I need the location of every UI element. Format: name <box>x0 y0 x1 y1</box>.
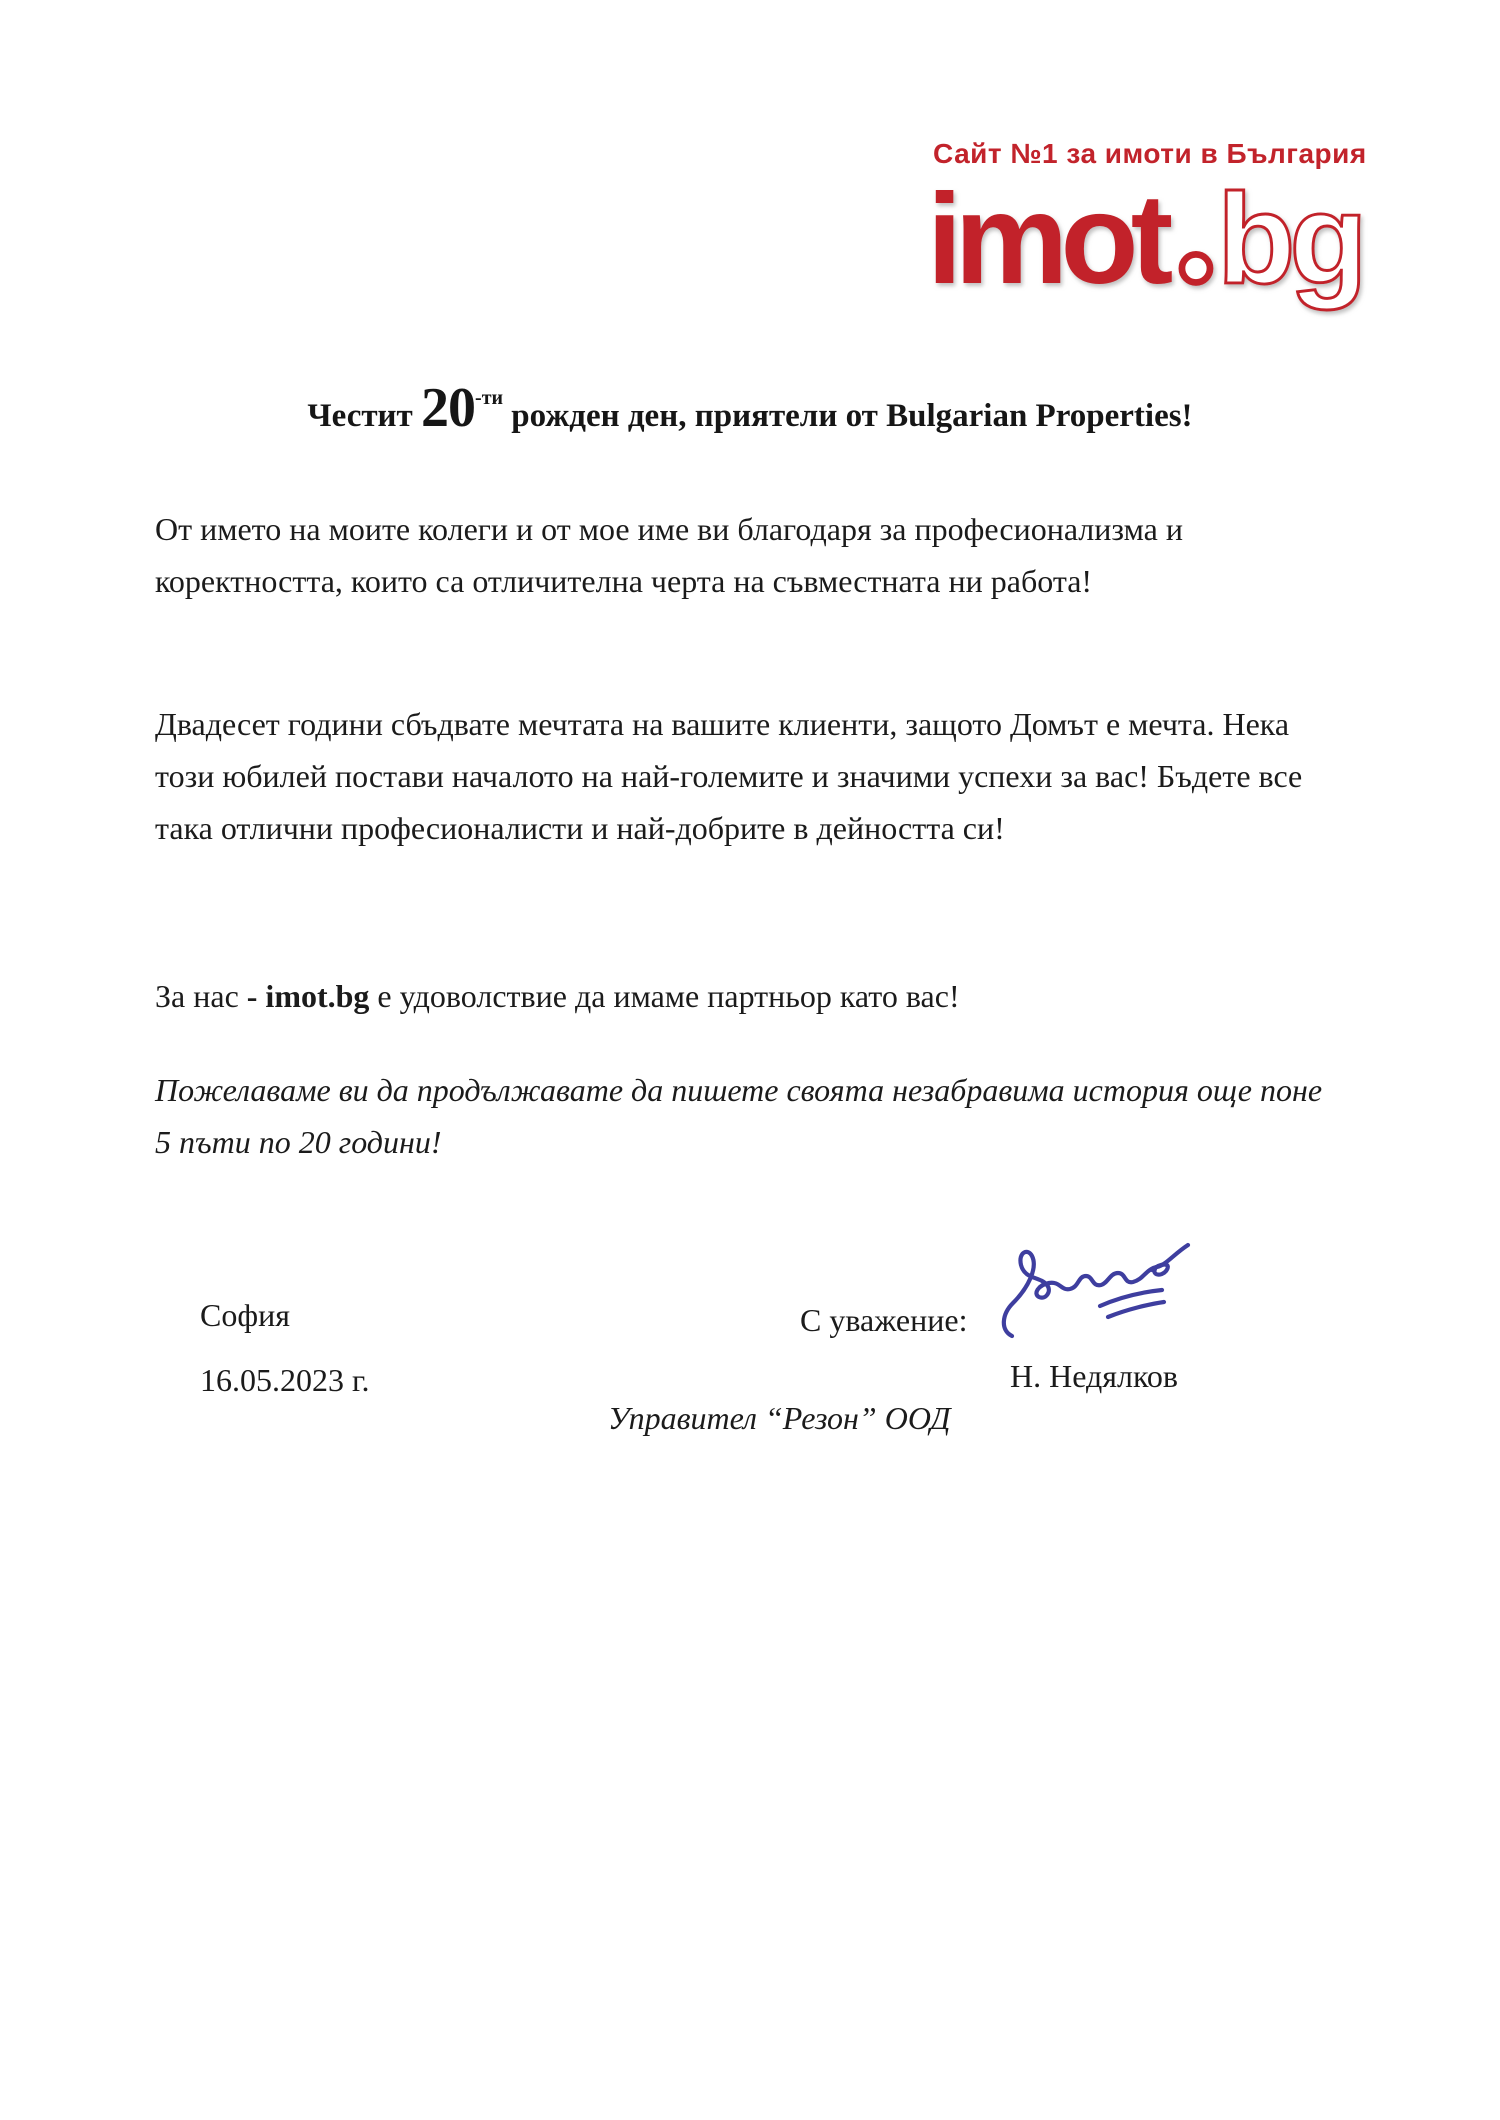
paragraph-italic-wish: Пожелаваме ви да продължавате да пишете своята незабравима история още поне 5 пъти по 20 години! <box>155 1072 1323 1160</box>
p3-part2: е удоволствие да имаме партньор като вас! <box>369 978 960 1014</box>
wordmark-solid: imot <box>926 167 1166 311</box>
p3-bold-imotbg: - imot.bg <box>246 978 370 1014</box>
title-number: 20 <box>421 377 476 439</box>
paragraph-wishes: Двадесет години сбъдвате мечтата на вашите клиенти, защото Домът е мечта. Нека този юбилей постави началото на най-големите и значими успехи за вас! Бъдете все така отлични професионалисти и най-добрите в дейността си! <box>155 706 1303 846</box>
title-part2: рожден ден, приятели от Bulgarian Properties! <box>503 398 1193 434</box>
signer-name: Н. Недялков <box>1010 1358 1178 1394</box>
wordmark-dot <box>1182 254 1210 282</box>
date: 16.05.2023 г. <box>200 1362 370 1398</box>
brand-tagline: Сайт №1 за имоти в България <box>933 138 1367 169</box>
city: София <box>200 1297 290 1333</box>
paragraph-thanks: От името на моите колеги и от мое име ви благодаря за професионализма и коректността, които са отличителна черта на съвместната ни работа! <box>155 511 1183 599</box>
handwritten-signature-icon <box>1000 1240 1200 1352</box>
letter-title <box>0 376 1500 440</box>
p3-part1: За нас <box>155 978 247 1014</box>
signer-title: Управител “Резон” ООД <box>608 1400 951 1436</box>
imot-bg-logo <box>922 166 1377 336</box>
title-superscript: -ти <box>475 387 504 409</box>
title-part1: Честит <box>307 398 422 434</box>
salutation: С уважение: <box>800 1302 968 1338</box>
wordmark-outline: bg <box>1217 167 1362 311</box>
paragraph-partner <box>155 970 1345 1022</box>
